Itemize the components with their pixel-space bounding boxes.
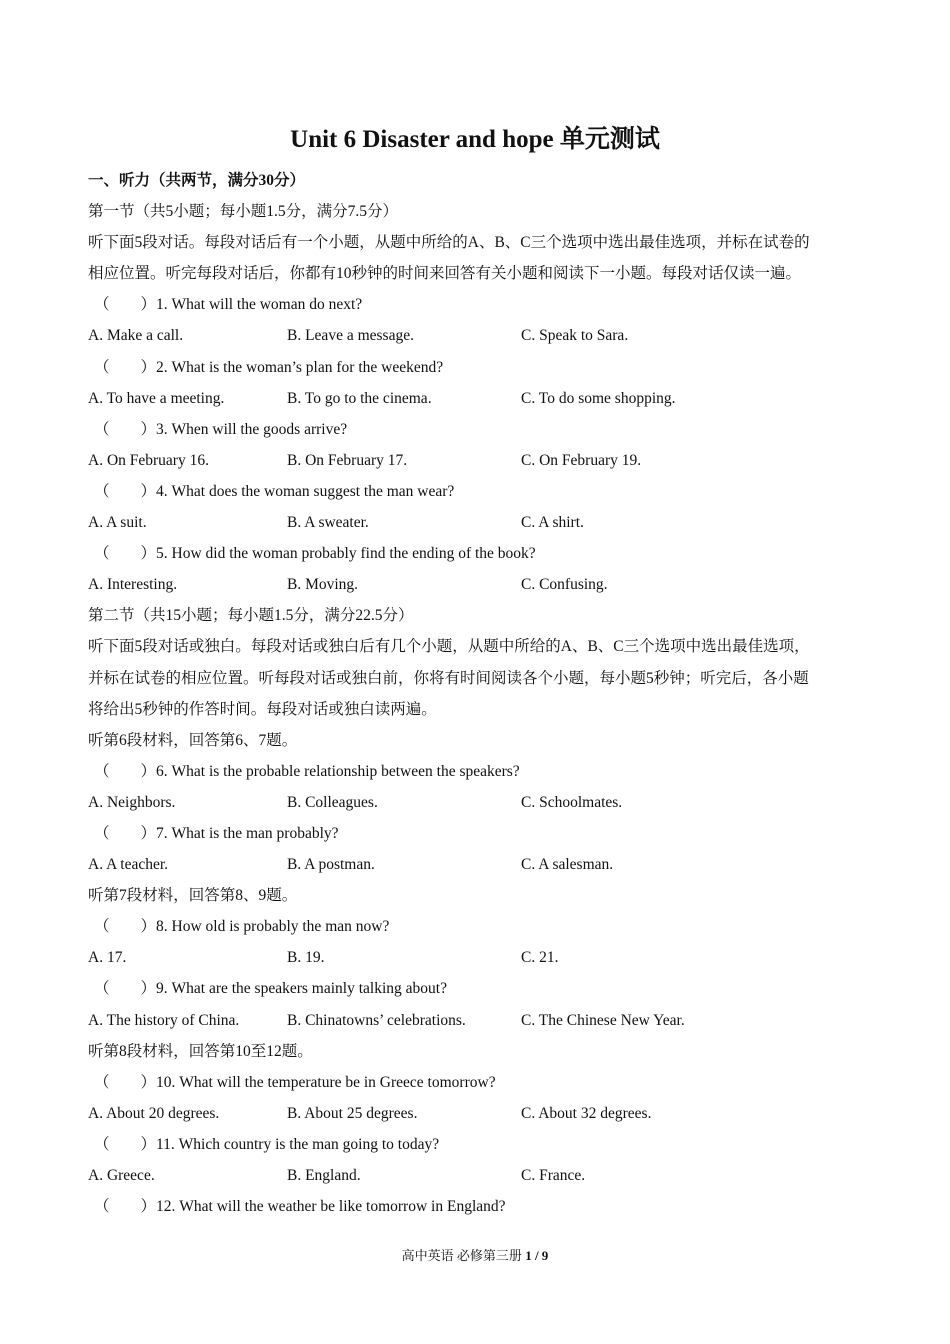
options-row bbox=[88, 1005, 878, 1036]
option-c: C. 21. bbox=[521, 949, 559, 967]
option-a: A. 17. bbox=[88, 949, 127, 967]
option-b: B. Colleagues. bbox=[287, 793, 378, 811]
section1-heading: 第一节（共5小题；每小题1.5分，满分7.5分） bbox=[88, 203, 399, 221]
question-stem: （ ）7. What is the man probably? bbox=[94, 824, 339, 842]
options-row bbox=[88, 942, 878, 973]
page-number: 1 / 9 bbox=[525, 1248, 549, 1263]
option-b: B. Moving. bbox=[287, 576, 359, 594]
option-a: A. To have a meeting. bbox=[88, 389, 225, 407]
option-b: B. To go to the cinema. bbox=[287, 389, 432, 407]
options-row bbox=[88, 1098, 878, 1129]
option-c: C. Schoolmates. bbox=[521, 793, 623, 811]
option-c: C. About 32 degrees. bbox=[521, 1104, 652, 1122]
section2-instructions-line1: 听下面5段对话或独白。每段对话或独白后有几个小题，从题中所给的A、B、C三个选项中选出最佳选项， bbox=[88, 638, 810, 656]
section1-instructions-line1: 听下面5段对话。每段对话后有一个小题，从题中所给的A、B、C三个选项中选出最佳选项，并标在试卷的 bbox=[88, 234, 810, 252]
option-a: A. Greece. bbox=[88, 1167, 155, 1184]
page-title: Unit 6 Disaster and hope 单元测试 bbox=[290, 126, 660, 153]
question-stem: （ ）9. What are the speakers mainly talking about? bbox=[94, 980, 447, 998]
part1-heading: 一、听力（共两节，满分30分） bbox=[88, 172, 306, 189]
question-stem: （ ）4. What does the woman suggest the man wear? bbox=[94, 482, 455, 500]
document-body bbox=[88, 165, 878, 1222]
option-b: B. About 25 degrees. bbox=[287, 1104, 418, 1122]
option-b: B. Chinatowns’ celebrations. bbox=[287, 1011, 466, 1029]
question-stem: （ ）2. What is the woman’s plan for the weekend? bbox=[94, 358, 444, 376]
question-stem: （ ）3. When will the goods arrive? bbox=[94, 420, 348, 438]
option-b: B. A postman. bbox=[287, 856, 375, 874]
option-c: C. France. bbox=[521, 1167, 586, 1184]
options-row bbox=[88, 320, 878, 351]
option-b: B. England. bbox=[287, 1167, 361, 1184]
section2-instructions-line3: 将给出5秒钟的作答时间。每段对话或独白读两遍。 bbox=[88, 700, 437, 718]
section1-instructions-line2: 相应位置。听完每段对话后，你都有10秒钟的时间来回答有关小题和阅读下一小题。每段对话仅读一遍。 bbox=[88, 265, 802, 283]
option-a: A. About 20 degrees. bbox=[88, 1104, 220, 1122]
question-stem: （ ）12. What will the weather be like tomorrow in England? bbox=[94, 1198, 506, 1216]
question-stem: （ ）6. What is the probable relationship between the speakers? bbox=[94, 762, 520, 780]
options-row bbox=[88, 569, 878, 600]
page-footer bbox=[0, 1246, 950, 1266]
options-row bbox=[88, 507, 878, 538]
option-b: B. Leave a message. bbox=[287, 327, 414, 345]
option-c: C. To do some shopping. bbox=[521, 389, 676, 407]
option-b: B. On February 17. bbox=[287, 451, 408, 469]
question-stem: （ ）1. What will the woman do next? bbox=[94, 296, 363, 314]
option-c: C. Confusing. bbox=[521, 576, 608, 594]
option-a: A. A teacher. bbox=[88, 856, 169, 874]
option-b: B. 19. bbox=[287, 949, 325, 967]
material-note-8: 听第8段材料，回答第10至12题。 bbox=[88, 1042, 313, 1060]
option-c: C. The Chinese New Year. bbox=[521, 1011, 685, 1029]
options-row bbox=[88, 445, 878, 476]
options-row bbox=[88, 383, 878, 414]
footer-label: 高中英语 必修第三册 bbox=[401, 1248, 522, 1263]
option-a: A. A suit. bbox=[88, 514, 147, 532]
section2-heading: 第二节（共15小题；每小题1.5分，满分22.5分） bbox=[88, 607, 414, 625]
option-a: A. Make a call. bbox=[88, 327, 184, 345]
options-row bbox=[88, 1160, 878, 1191]
option-c: C. A salesman. bbox=[521, 856, 614, 874]
option-a: A. Neighbors. bbox=[88, 793, 176, 811]
question-stem: （ ）11. Which country is the man going to today? bbox=[94, 1135, 440, 1153]
option-b: B. A sweater. bbox=[287, 514, 369, 532]
option-c: C. Speak to Sara. bbox=[521, 327, 629, 345]
option-a: A. On February 16. bbox=[88, 451, 209, 469]
material-note-6: 听第6段材料，回答第6、7题。 bbox=[88, 731, 298, 749]
option-a: A. Interesting. bbox=[88, 576, 178, 594]
options-row bbox=[88, 787, 878, 818]
option-c: C. A shirt. bbox=[521, 514, 584, 532]
options-row bbox=[88, 849, 878, 880]
question-stem: （ ）5. How did the woman probably find the ending of the book? bbox=[94, 545, 536, 563]
question-stem: （ ）10. What will the temperature be in Greece tomorrow? bbox=[94, 1073, 496, 1091]
option-a: A. The history of China. bbox=[88, 1011, 240, 1029]
section2-instructions-line2: 并标在试卷的相应位置。听每段对话或独白前，你将有时间阅读各个小题，每小题5秒钟；听完后，各小题 bbox=[88, 669, 809, 687]
material-note-7: 听第7段材料，回答第8、9题。 bbox=[88, 887, 298, 905]
question-stem: （ ）8. How old is probably the man now? bbox=[94, 918, 390, 936]
option-c: C. On February 19. bbox=[521, 451, 642, 469]
